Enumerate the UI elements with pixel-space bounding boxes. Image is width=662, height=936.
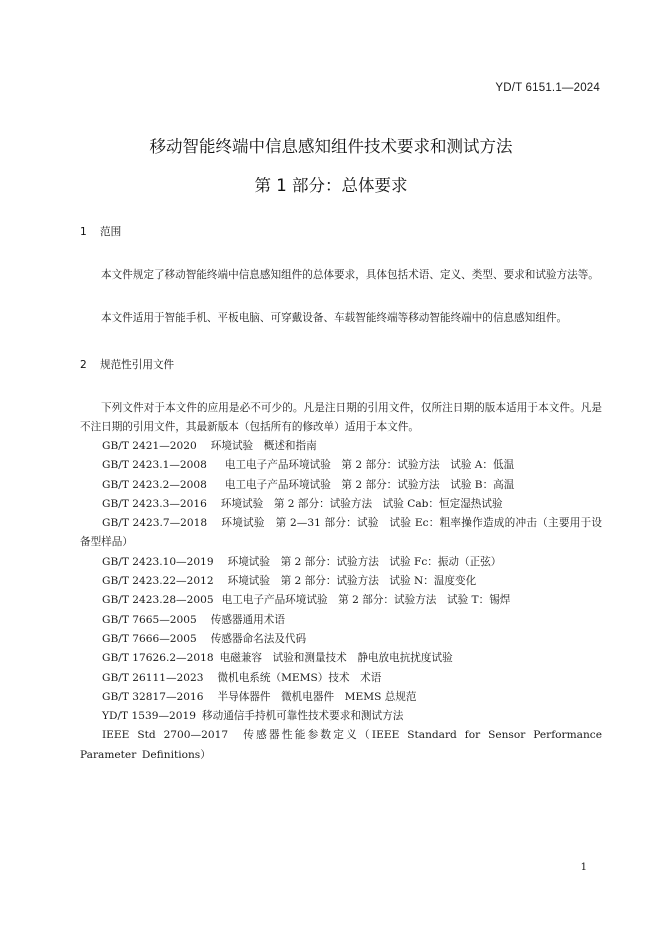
reference-item: GB/T 2423.22—2012 环境试验 第 2 部分：试验方法 试验 N：温度变化	[102, 575, 477, 588]
reference-item: YD/T 1539—2019 移动通信手持机可靠性技术要求和测试方法	[102, 710, 404, 723]
scope-paragraph-2: 本文件适用于智能手机、平板电脑、可穿戴设备、车载智能终端等移动智能终端中的信息感知组件。	[101, 312, 568, 324]
reference-list	[80, 437, 602, 765]
reference-item: GB/T 32817—2016 半导体器件 微机电器件 MEMS 总规范	[102, 690, 417, 703]
section-heading-scope	[80, 224, 121, 239]
reference-item: GB/T 2423.7—2018 环境试验 第 2—31 部分：试验 试验 Ec：粗率操作造成的冲击（主要用于设备型样品）	[80, 517, 602, 549]
section-number: 2	[80, 359, 87, 371]
reference-item: GB/T 2423.2—2008 电工电子产品环境试验 第 2 部分：试验方法 试验 B：高温	[102, 478, 515, 491]
reference-item: GB/T 2423.1—2008 电工电子产品环境试验 第 2 部分：试验方法 试验 A：低温	[102, 459, 515, 472]
section-title: 规范性引用文件	[100, 359, 175, 371]
scope-paragraph-1: 本文件规定了移动智能终端中信息感知组件的总体要求，具体包括术语、定义、类型、要求和试验方法等。	[101, 269, 599, 281]
section-heading-normative	[80, 357, 174, 372]
standard-number: YD/T 6151.1—2024	[495, 82, 600, 94]
reference-item: GB/T 2423.3—2016 环境试验 第 2 部分：试验方法 试验 Cab：恒定湿热试验	[102, 497, 503, 510]
reference-item: GB/T 7665—2005 传感器通用术语	[102, 613, 285, 626]
reference-item: GB/T 7666—2005 传感器命名法及代码	[102, 632, 307, 645]
document-part-title: 第 1 部分：总体要求	[254, 176, 408, 195]
reference-item: GB/T 2423.28—2005 电工电子产品环境试验 第 2 部分：试验方法 试验 T：锡焊	[102, 594, 511, 607]
section-number: 1	[80, 226, 87, 238]
reference-item: GB/T 26111—2023 微机电系统（MEMS）技术 术语	[102, 671, 382, 684]
reference-item-ieee: IEEE Std 2700—2017 传感器性能参数定义（IEEE Standard for Sensor Performance Parameter Definitions）	[80, 729, 602, 761]
section-title: 范围	[100, 226, 122, 238]
normative-intro: 下列文件对于本文件的应用是必不可少的。凡是注日期的引用文件，仅所注日期的版本适用于本文件。凡是不注日期的引用文件，其最新版本（包括所有的修改单）适用于本文件。	[80, 402, 602, 433]
document-title: 移动智能终端中信息感知组件技术要求和测试方法	[149, 137, 513, 156]
page-number: 1	[580, 862, 587, 873]
reference-item: GB/T 2421—2020 环境试验 概述和指南	[102, 440, 317, 452]
reference-item: GB/T 2423.10—2019 环境试验 第 2 部分：试验方法 试验 Fc：振动（正弦）	[102, 555, 502, 568]
reference-item: GB/T 17626.2—2018 电磁兼容 试验和测量技术 静电放电抗扰度试验	[102, 652, 453, 665]
